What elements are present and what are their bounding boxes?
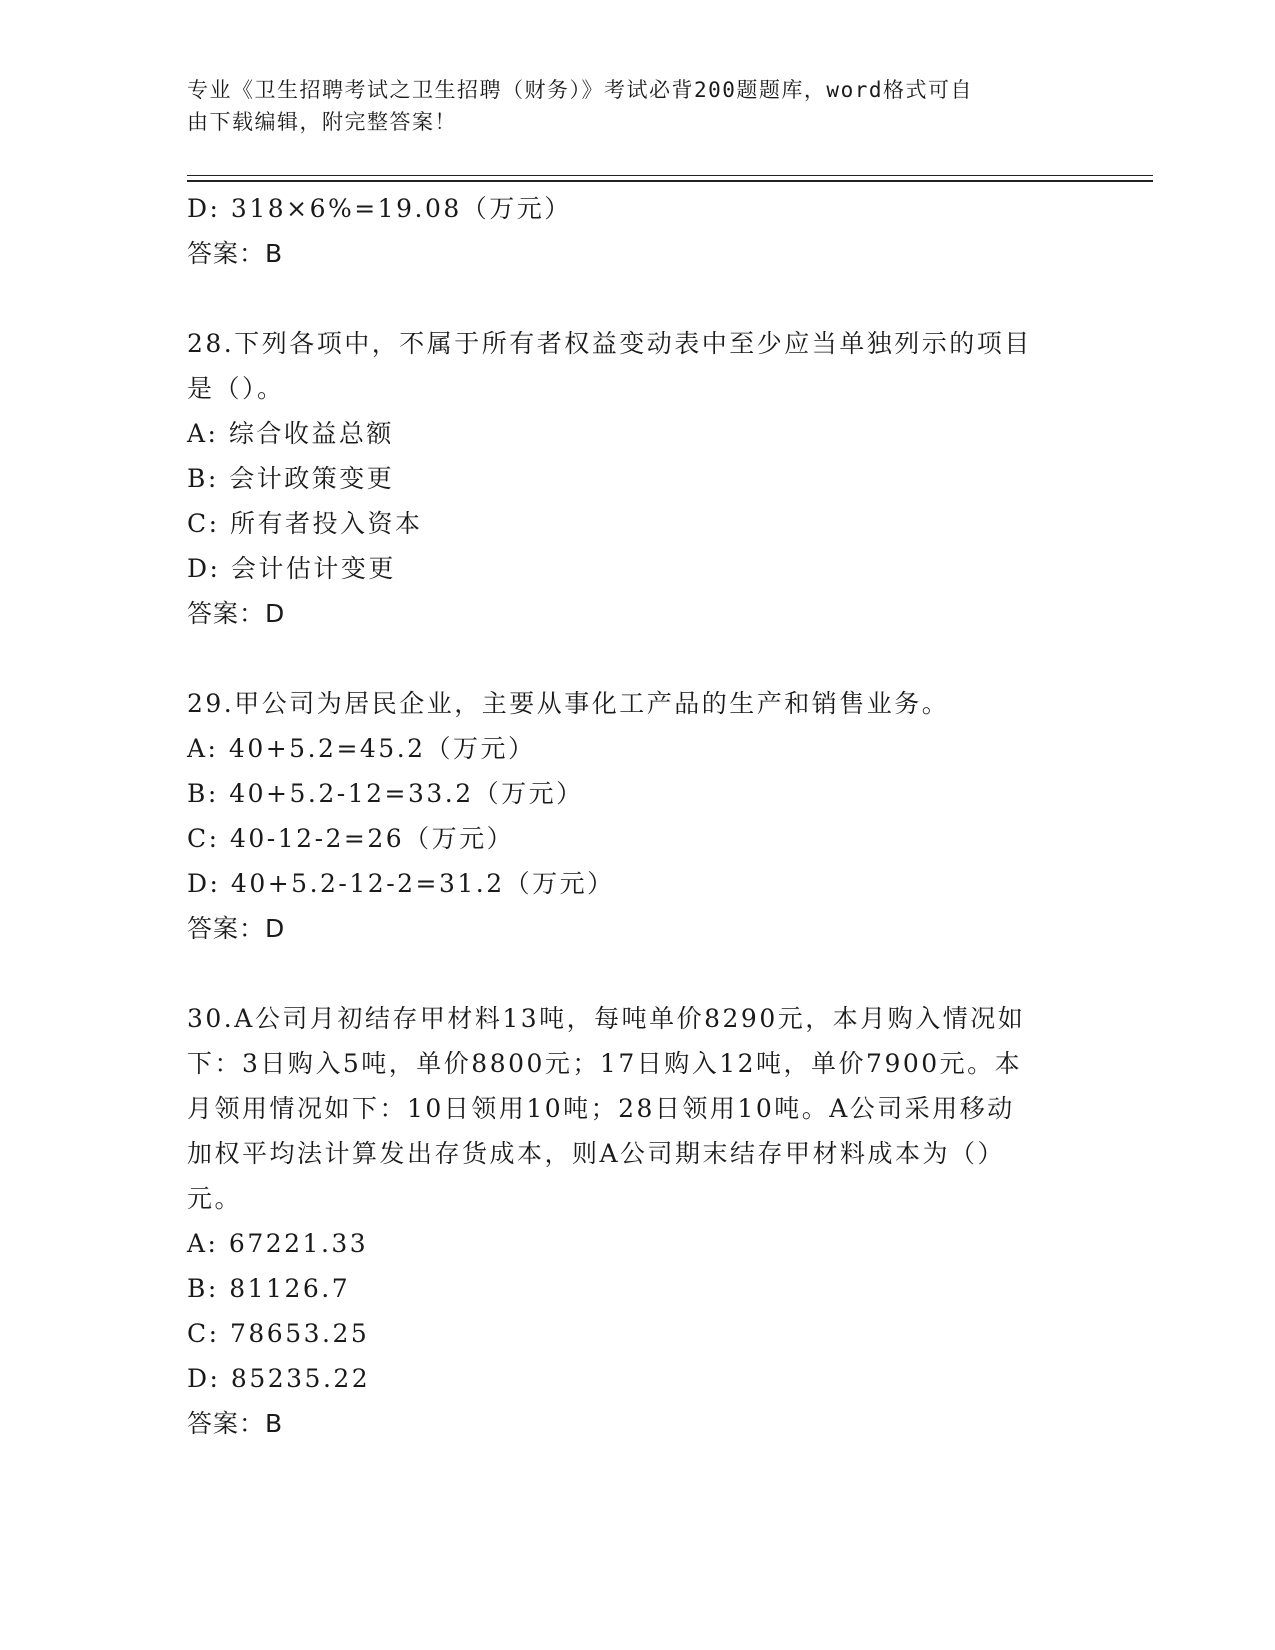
q29-option-b: B: 40+5.2-12=33.2（万元） <box>187 779 584 808</box>
q30-stem-line-4: 加权平均法计算发出存货成本，则A公司期末结存甲材料成本为（） <box>187 1139 1006 1168</box>
q28-stem-line-1: 28.下列各项中，不属于所有者权益变动表中至少应当单独列示的项目 <box>187 329 1032 358</box>
q30-option-b: B: 81126.7 <box>187 1274 351 1303</box>
q30-answer: 答案：B <box>187 1409 284 1438</box>
q28-answer: 答案：D <box>187 599 286 628</box>
q28-option-d: D: 会计估计变更 <box>187 554 396 583</box>
page-header <box>187 74 1067 138</box>
q30-option-c: C: 78653.25 <box>187 1319 370 1348</box>
q28-option-a: A: 综合收益总额 <box>187 419 394 448</box>
header-rule-top <box>187 175 1153 176</box>
q29-option-a: A: 40+5.2=45.2（万元） <box>187 734 536 763</box>
q30-stem-line-3: 月领用情况如下：10日领用10吨；28日领用10吨。A公司采用移动 <box>187 1094 1015 1123</box>
q30-stem-line-2: 下：3日购入5吨，单价8800元；17日购入12吨，单价7900元。本 <box>187 1049 1023 1078</box>
header-rule-bottom <box>187 180 1153 182</box>
header-line-2: 由下载编辑，附完整答案！ <box>187 110 457 134</box>
q30-stem-line-1: 30.A公司月初结存甲材料13吨，每吨单价8290元，本月购入情况如 <box>187 1004 1026 1033</box>
q28-option-c: C: 所有者投入资本 <box>187 509 423 538</box>
q27-option-d: D: 318×6%=19.08（万元） <box>187 194 572 223</box>
q30-stem-line-5: 元。 <box>187 1184 243 1213</box>
q29-option-c: C: 40-12-2=26（万元） <box>187 824 515 853</box>
q29-answer: 答案：D <box>187 914 286 943</box>
header-line-1: 专业《卫生招聘考试之卫生招聘（财务）》考试必背200题题库，word格式可自 <box>187 78 973 102</box>
q28-option-b: B: 会计政策变更 <box>187 464 395 493</box>
q30-option-a: A: 67221.33 <box>187 1229 369 1258</box>
q29-option-d: D: 40+5.2-12-2=31.2（万元） <box>187 869 615 898</box>
q29-stem-line-1: 29.甲公司为居民企业，主要从事化工产品的生产和销售业务。 <box>187 689 950 718</box>
q27-answer: 答案：B <box>187 239 284 268</box>
q28-stem-line-2: 是（）。 <box>187 374 285 403</box>
q30-option-d: D: 85235.22 <box>187 1364 371 1393</box>
